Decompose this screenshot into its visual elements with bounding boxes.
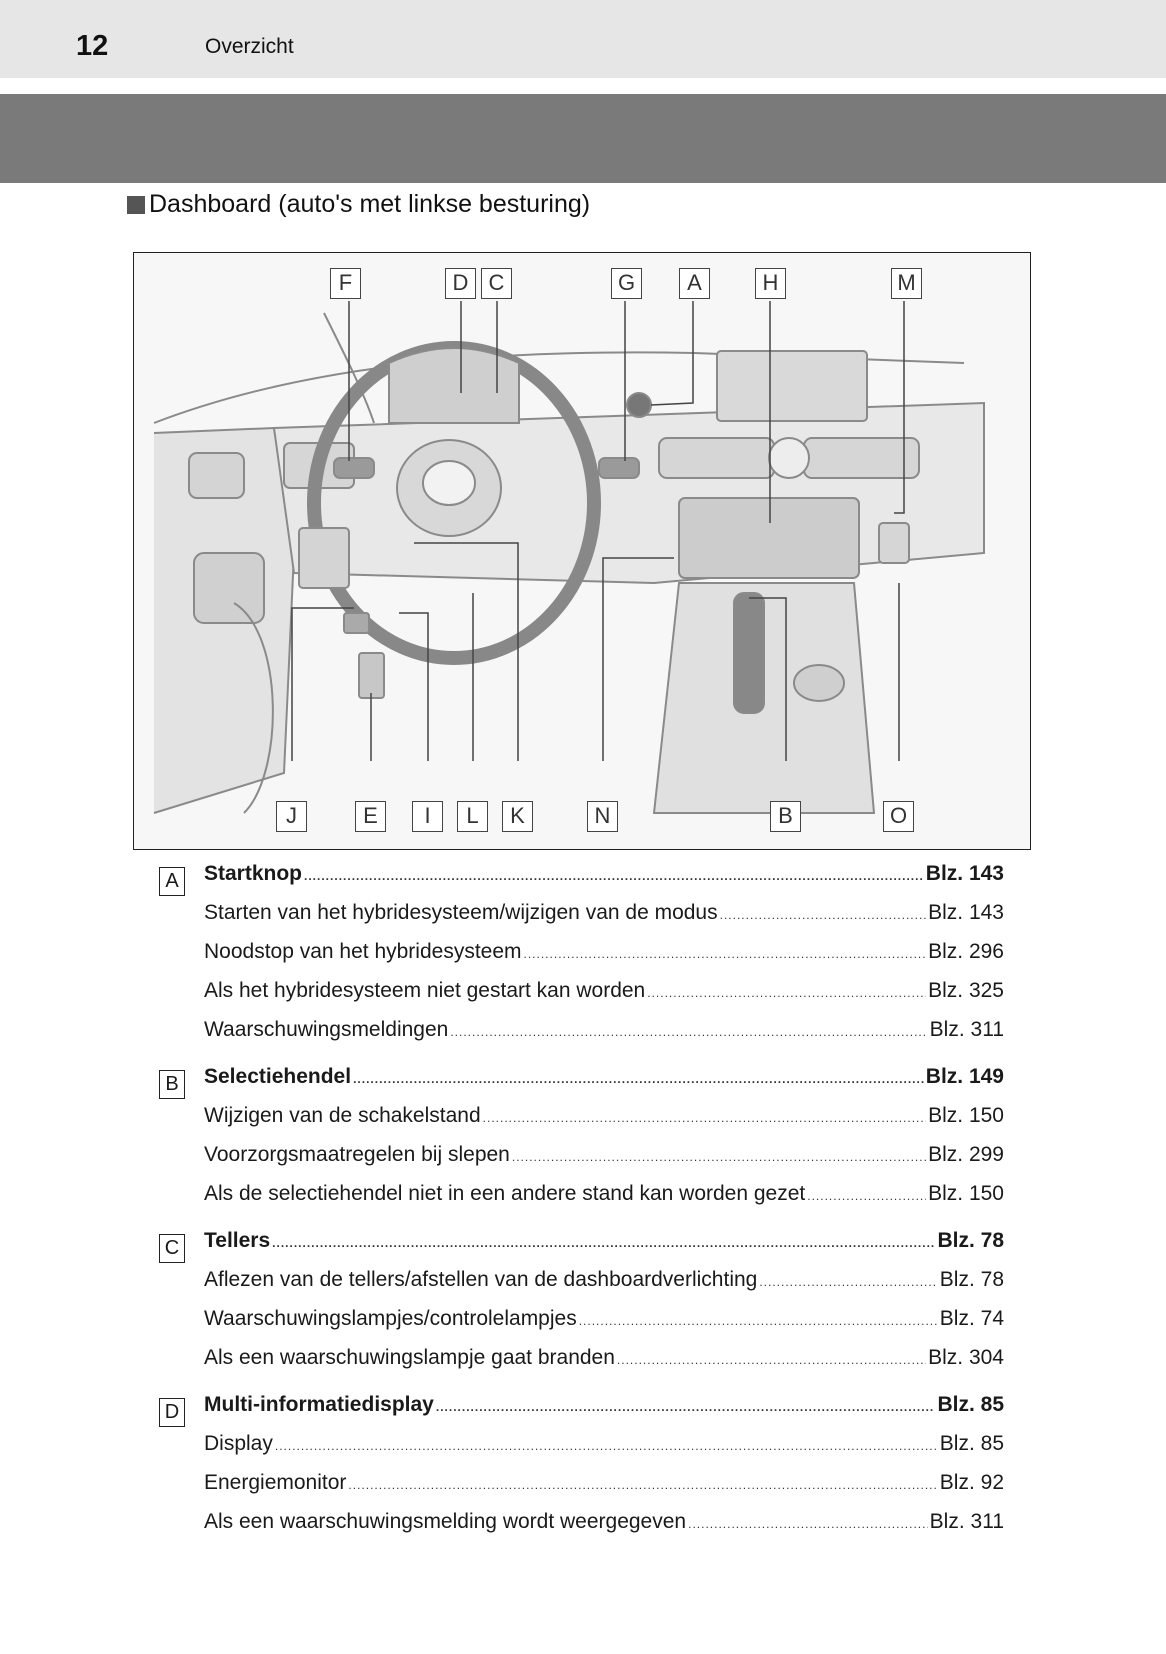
group-a	[159, 862, 1004, 1057]
callout-e: E	[355, 801, 386, 832]
dot-leader	[353, 1072, 924, 1086]
callout-f: F	[330, 268, 361, 299]
group-d	[159, 1393, 1004, 1549]
list-item	[159, 1307, 1004, 1346]
letter-badge: B	[159, 1070, 185, 1099]
list-item	[159, 1182, 1004, 1221]
list-item	[159, 1510, 1004, 1549]
parking-pedal	[344, 613, 369, 633]
dot-leader	[436, 1400, 936, 1414]
page-reference: Blz. 74	[939, 1307, 1004, 1330]
letter-badge: A	[159, 867, 185, 896]
dot-leader	[450, 1025, 927, 1039]
dot-leader	[720, 908, 927, 922]
entry-text: Waarschuwingslampjes/controlelampjes	[204, 1307, 577, 1330]
dashboard-body	[274, 403, 984, 583]
dot-leader	[617, 1353, 926, 1367]
dot-leader	[512, 1150, 926, 1164]
callout-o: O	[883, 801, 914, 832]
page-reference: Blz. 92	[939, 1471, 1004, 1494]
group-c	[159, 1229, 1004, 1385]
page-reference: Blz. 78	[939, 1268, 1004, 1291]
page-header	[0, 0, 1166, 78]
entry-text: Noodstop van het hybridesysteem	[204, 940, 522, 963]
entry-title: Selectiehendel	[204, 1065, 352, 1088]
list-item	[159, 901, 1004, 940]
audio-panel	[679, 498, 859, 578]
callout-m: M	[891, 268, 922, 299]
entry-text: Wijzigen van de schakelstand	[204, 1104, 481, 1127]
entry-title: Tellers	[204, 1229, 271, 1252]
dot-leader	[272, 1236, 935, 1250]
page-reference: Blz. 150	[928, 1182, 1004, 1205]
dot-leader	[688, 1517, 928, 1531]
dashboard-drawing	[134, 253, 1029, 848]
list-item	[159, 1143, 1004, 1182]
list-item	[159, 1229, 1004, 1268]
analog-clock	[769, 438, 809, 478]
dot-leader	[647, 986, 926, 1000]
list-item	[159, 1104, 1004, 1143]
list-item	[159, 979, 1004, 1018]
center-vent-left	[659, 438, 774, 478]
section-heading	[127, 190, 590, 219]
page-reference: Blz. 311	[929, 1018, 1004, 1041]
callout-n: N	[587, 801, 618, 832]
callout-i: I	[412, 801, 443, 832]
letter-badge: D	[159, 1398, 185, 1427]
left-paddle	[334, 458, 374, 478]
entry-text: Waarschuwingsmeldingen	[204, 1018, 449, 1041]
dot-leader	[579, 1314, 938, 1328]
callout-k: K	[502, 801, 533, 832]
entry-text: Display	[204, 1432, 273, 1455]
dashboard-illustration	[133, 252, 1031, 850]
list-item	[159, 1346, 1004, 1385]
window-switches	[194, 553, 264, 623]
page-reference: Blz. 85	[939, 1432, 1004, 1455]
entry-text: Als de selectiehendel niet in een andere stand kan worden gezet	[204, 1182, 806, 1205]
dot-leader	[304, 869, 924, 883]
door-handle	[189, 453, 244, 498]
steering-emblem	[423, 461, 475, 505]
page-reference: Blz. 299	[928, 1143, 1004, 1166]
reference-list	[159, 862, 1004, 1557]
left-switch-panel	[299, 528, 349, 588]
callout-j: J	[276, 801, 307, 832]
entry-text: Als het hybridesysteem niet gestart kan worden	[204, 979, 646, 1002]
list-item	[159, 1393, 1004, 1432]
page-reference: Blz. 296	[928, 940, 1004, 963]
callout-c: C	[481, 268, 512, 299]
entry-text: Energiemonitor	[204, 1471, 347, 1494]
list-item	[159, 1065, 1004, 1104]
callout-b: B	[770, 801, 801, 832]
dot-leader	[348, 1478, 937, 1492]
page-reference: Blz. 311	[929, 1510, 1004, 1533]
dot-leader	[759, 1275, 937, 1289]
page-reference: Blz. 143	[928, 901, 1004, 924]
list-item	[159, 940, 1004, 979]
letter-badge: C	[159, 1234, 185, 1263]
page-reference: Blz. 150	[928, 1104, 1004, 1127]
center-vent-right	[804, 438, 919, 478]
leader-i	[399, 613, 428, 761]
dot-leader	[483, 1111, 926, 1125]
callout-h: H	[755, 268, 786, 299]
right-panel-button	[879, 523, 909, 563]
entry-title: Startknop	[204, 862, 303, 885]
dot-leader	[524, 947, 927, 961]
start-button	[627, 393, 651, 417]
list-item	[159, 1018, 1004, 1057]
right-paddle	[599, 458, 639, 478]
callout-g: G	[611, 268, 642, 299]
page-reference: Blz. 304	[928, 1346, 1004, 1369]
callout-a: A	[679, 268, 710, 299]
shift-lever	[734, 593, 764, 713]
list-item	[159, 1471, 1004, 1510]
page-reference: Blz. 143	[925, 862, 1004, 885]
center-screen	[717, 351, 867, 421]
entry-text: Als een waarschuwingsmelding wordt weergegeven	[204, 1510, 687, 1533]
callout-l: L	[457, 801, 488, 832]
entry-text: Aflezen van de tellers/afstellen van de dashboardverlichting	[204, 1268, 758, 1291]
instrument-cluster	[389, 348, 519, 423]
page-reference: Blz. 325	[928, 979, 1004, 1002]
section-banner	[0, 94, 1166, 183]
callout-d: D	[445, 268, 476, 299]
chapter-title: Overzicht	[205, 35, 294, 58]
remote-touch	[794, 665, 844, 701]
group-b	[159, 1065, 1004, 1221]
page-reference: Blz. 78	[937, 1229, 1004, 1252]
section-title: Dashboard (auto's met linkse besturing)	[149, 190, 591, 218]
brake-pedal	[359, 653, 384, 698]
entry-text: Starten van het hybridesysteem/wijzigen van de modus	[204, 901, 718, 924]
heading-bullet-icon	[127, 196, 145, 214]
list-item	[159, 862, 1004, 901]
entry-text: Als een waarschuwingslampje gaat branden	[204, 1346, 615, 1369]
dot-leader	[807, 1189, 926, 1203]
page-number: 12	[76, 30, 109, 62]
page-reference: Blz. 149	[925, 1065, 1004, 1088]
dot-leader	[275, 1439, 938, 1453]
list-item	[159, 1268, 1004, 1307]
list-item	[159, 1432, 1004, 1471]
entry-text: Voorzorgsmaatregelen bij slepen	[204, 1143, 510, 1166]
page-reference: Blz. 85	[937, 1393, 1004, 1416]
entry-title: Multi-informatiedisplay	[204, 1393, 434, 1416]
